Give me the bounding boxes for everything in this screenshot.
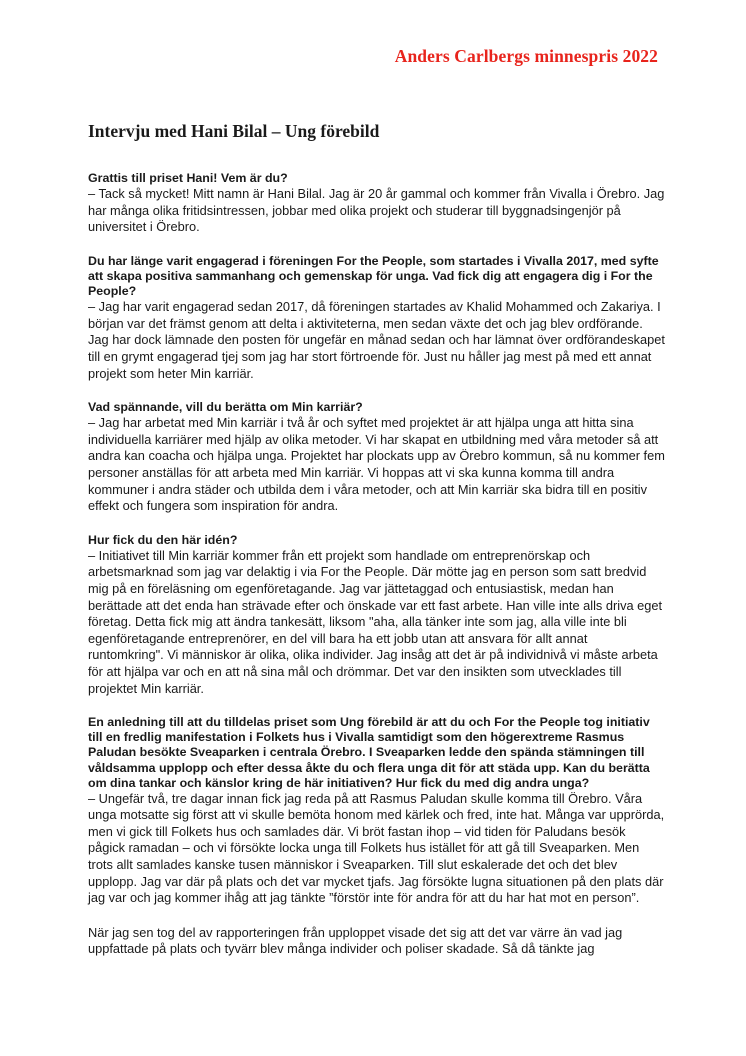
interview-question: Grattis till priset Hani! Vem är du? [88, 171, 288, 185]
interview-question: Du har länge varit engagerad i föreningen For the People, som startades i Vivalla 2017, med syfte att skapa positiva sammanhang och gemenskap för unga. Vad fick dig att engagera dig i For the People? [88, 253, 659, 299]
page-title: Intervju med Hani Bilal – Ung förebild [88, 121, 380, 141]
qa-section [88, 715, 666, 907]
article-body [88, 171, 666, 976]
qa-section [88, 400, 666, 515]
qa-section [88, 533, 666, 697]
interview-answer: – Jag har varit engagerad sedan 2017, då föreningen startades av Khalid Mohammed och Zakariya. I början var det främst genom att delta i aktiviteterna, men sedan växte det och jag blev ordförande. Jag har dock lämnade den posten för ungefär en månad sedan och har lämnat över ordförandeskapet till en grymt engagerad tjej som jag har stort förtroende för. Just nu håller jag mest på med ett annat projekt som heter Min karriär. [88, 299, 665, 381]
closing-paragraph: När jag sen tog del av rapporteringen från upploppet visade det sig att det var värre än vad jag uppfattade på plats och tyvärr blev många individer och poliser skadade. Så då tänkte jag [88, 924, 623, 957]
qa-section [88, 171, 666, 236]
prize-header: Anders Carlbergs minnespris 2022 [394, 46, 658, 66]
qa-section [88, 254, 666, 382]
interview-question: Hur fick du den här idén? [88, 532, 238, 547]
interview-answer: – Jag har arbetat med Min karriär i två år och syftet med projektet är att hjälpa unga att hitta sina individuella karriärer med hjälp av olika metoder. Vi har skapat en utbildning med våra metoder så att andra kan coacha och hjälpa unga. Projektet har plockats upp av Örebro kommun, så nu kommer fem personer anställas för att arbeta med Min karriär. Vi hoppas att vi ska kunna komma till andra kommuner i andra städer och utbilda dem i våra metoder, och att Min karriär ska bidra till en positiv effekt och fungera som inspiration för andra. [88, 415, 665, 514]
interview-question: Vad spännande, vill du berätta om Min karriär? [88, 400, 363, 415]
interview-answer: – Initiativet till Min karriär kommer från ett projekt som handlade om entreprenörskap och arbetsmarknad som jag var delaktig i via For the People. Där mötte jag en person som satt bredvid mig på en föreläsning om egenföretagande. Jag var jättetaggad och entusiastisk, medan han berättade att det enda han strävade efter och önskade var ett fast arbete. Han ville inte alls driva eget företag. Detta fick mig att ändra tankesätt, liksom "aha, alla tänker inte som jag, alla ville inte bli egenföretagande entreprenörer, en del vill bara ha ett jobb utan att ansvara för allt annat runtomkring". Vi människor är olika, olika individer. Jag insåg att det är på individnivå vi måste arbeta för att hjälpa var och en att nå sina mål och drömmar. Det var den insikten som utvecklades till projektet Min karriär. [88, 547, 663, 696]
interview-answer: – Tack så mycket! Mitt namn är Hani Bilal. Jag är 20 år gammal och kommer från Vivalla i Örebro. Jag har många olika fritidsintressen, jobbar med olika projekt och studerar till byggnadsingenjör på universitet i Örebro. [88, 186, 665, 235]
interview-answer: – Ungefär två, tre dagar innan fick jag reda på att Rasmus Paludan skulle komma till Örebro. Våra unga motsatte sig först att vi skulle bemöta honom med kärlek och fred, inte hat. Många var upprörda, men vi gick till Folkets hus och samlades där. Vi bröt fastan ihop – vid tiden för Paludans besök pågick ramadan – och vi försökte locka unga till Folkets hus istället för att gå till Sveaparken. Men trots allt samlades kanske tusen människor i Sveaparken. Till slut eskalerade det och det blev upplopp. Jag var där på plats och det var mycket tjafs. Jag försökte lugna situationen på den plats där jag var och jag kommer ihåg att jag tänkte ”förstör inte för andra för att du har hat mot en person”. [88, 790, 665, 906]
interview-question: En anledning till att du tilldelas priset som Ung förebild är att du och For the People tog initiativ till en fredlig manifestation i Folkets hus i Vivalla samtidigt som den högerextreme Rasmus Paludan besökte Sveaparken i centrala Örebro. I Sveaparken ledde den spända stämningen till våldsamma upplopp och efter dessa åkte du och flera unga dit för att städa upp. Kan du berätta om dina tankar och känslor kring de här initiativen? Hur fick du med dig andra unga? [88, 715, 650, 790]
